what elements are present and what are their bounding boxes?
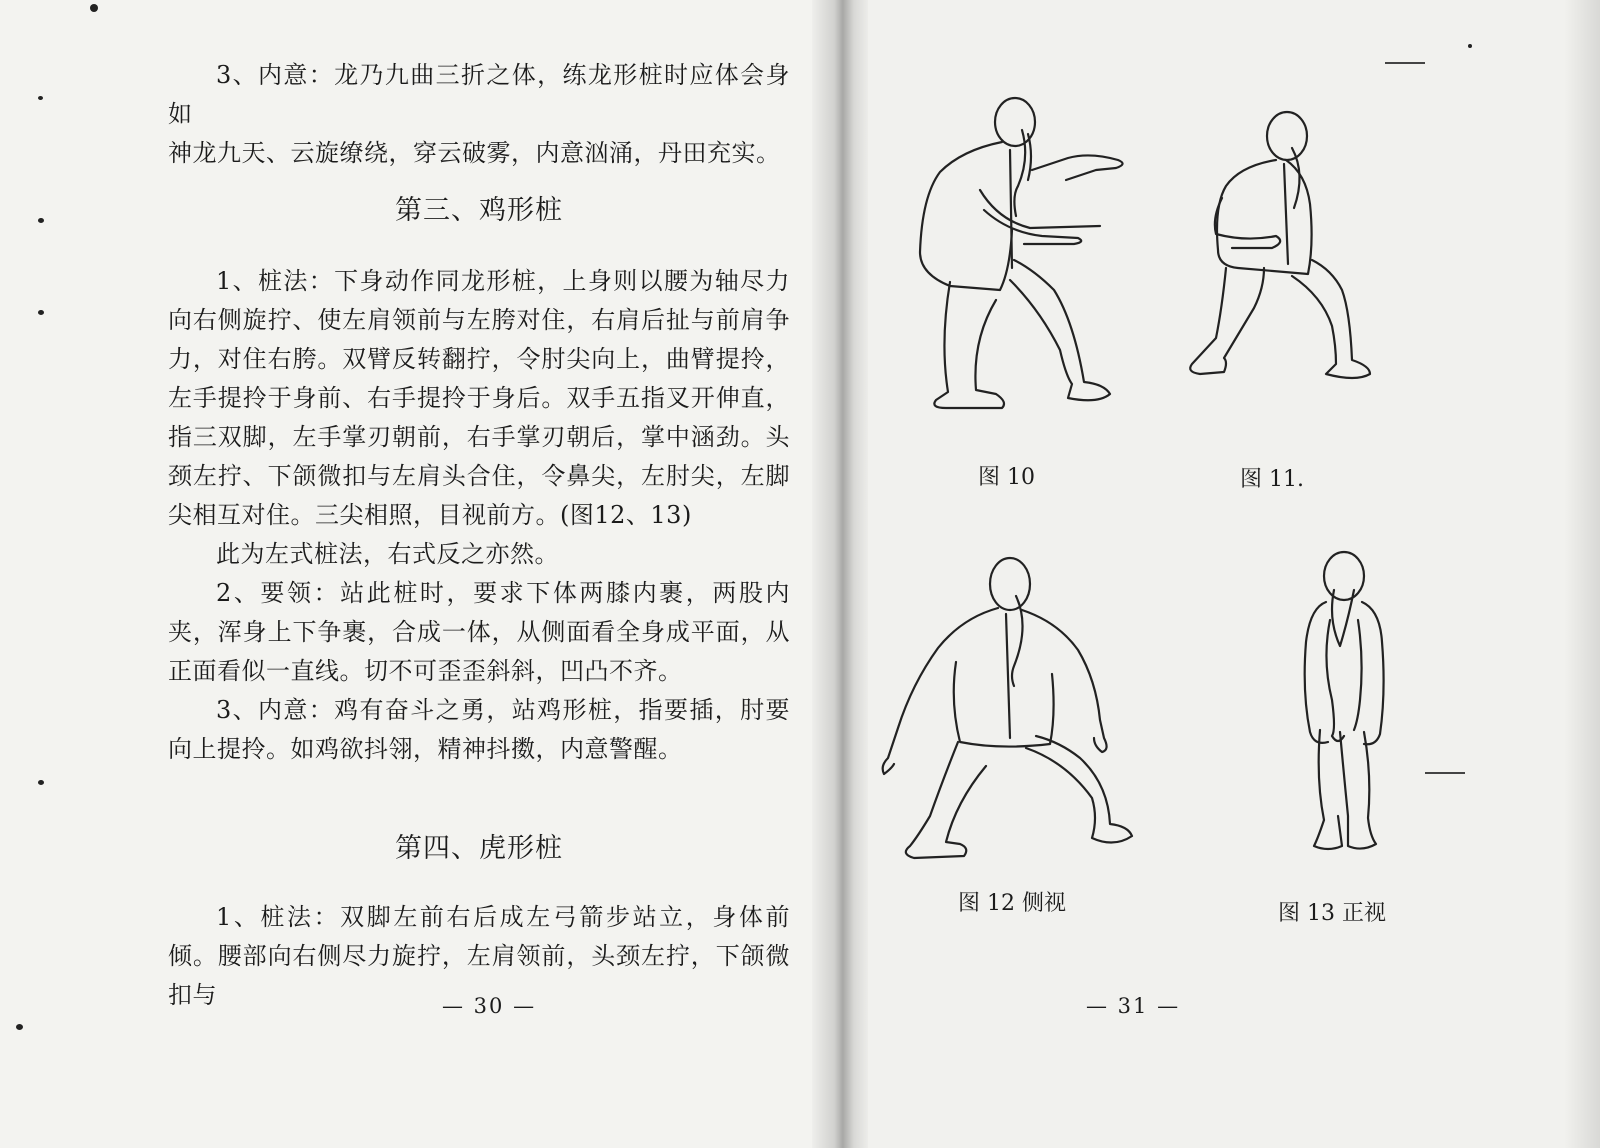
intro-text <box>168 56 790 173</box>
margin-rule <box>1425 772 1465 774</box>
figure-11-caption: 图 11. <box>1240 467 1304 492</box>
paragraph: 3、内意：鸡有奋斗之勇，站鸡形桩，指要插，肘要向上提拎。如鸡欲抖翎，精神抖擞，内意警醒。 <box>168 696 790 763</box>
figure-13-illustration <box>1300 550 1400 870</box>
section-4-title: 第四、虎形桩 <box>395 833 563 864</box>
figure-12-illustration <box>876 552 1116 872</box>
paragraph: 1、桩法：双脚左前右后成左弓箭步站立，身体前倾。腰部向右侧尽力旋拧，左肩领前，头颈左拧，下颌微扣与 <box>168 903 790 1009</box>
right-page <box>840 0 1600 1148</box>
margin-rule <box>1385 62 1425 64</box>
page-edge-shadow <box>1564 0 1600 1148</box>
scan-speck <box>38 310 44 315</box>
paragraph: 1、桩法：下身动作同龙形桩，上身则以腰为轴尽力向右侧旋拧、使左肩领前与左胯对住，右肩后扯与前肩争力，对住右胯。双臂反转翻拧，令肘尖向上，曲臂提拎，左手提拎于身前、右手提拎于身后。双手五指叉开伸直，指三双脚，左手掌刃朝前，右手掌刃朝后，掌中涵劲。头颈左拧、下颌微扣与左肩头合住，令鼻尖，左肘尖，左脚尖相互对住。三尖相照，目视前方。(图12、13) <box>168 267 790 529</box>
scan-speck <box>90 4 98 12</box>
figure-11-illustration <box>1192 108 1362 388</box>
scan-speck <box>38 780 44 785</box>
qigong-figure-side-crouch-arms-forward-icon <box>910 90 1130 410</box>
page-number: — 30 — <box>442 994 537 1018</box>
paragraph-line: 神龙九天、云旋缭绕，穿云破雾，内意汹涌，丹田充实。 <box>168 139 781 167</box>
qigong-figure-side-wide-stance-icon <box>876 552 1116 872</box>
book-gutter <box>812 0 868 1148</box>
figure-10-caption: 图 10 <box>978 465 1035 490</box>
figure-12-caption: 图 12 侧视 <box>958 891 1066 916</box>
paragraph: 2、要领：站此桩时，要求下体两膝内裹，两股内夹，浑身上下争裹，合成一体，从侧面看全身成平面，从正面看似一直线。切不可歪歪斜斜，凹凸不齐。 <box>168 579 790 685</box>
paragraph-line: 3、内意：龙乃九曲三折之体，练龙形桩时应体会身如 <box>168 61 790 128</box>
scan-speck <box>38 218 44 223</box>
figure-10-illustration <box>910 90 1130 410</box>
scan-speck <box>38 96 43 100</box>
scan-speck <box>1468 44 1472 48</box>
page-number: — 31 — <box>1086 994 1181 1018</box>
section-3-body <box>168 262 790 769</box>
scan-speck <box>16 1024 23 1030</box>
qigong-figure-front-crouch-icon <box>1192 108 1362 388</box>
qigong-figure-front-standing-icon <box>1300 550 1400 870</box>
paragraph: 此为左式桩法，右式反之亦然。 <box>216 540 559 568</box>
figure-13-caption: 图 13 正视 <box>1278 901 1386 926</box>
section-3-title: 第三、鸡形桩 <box>395 195 563 226</box>
